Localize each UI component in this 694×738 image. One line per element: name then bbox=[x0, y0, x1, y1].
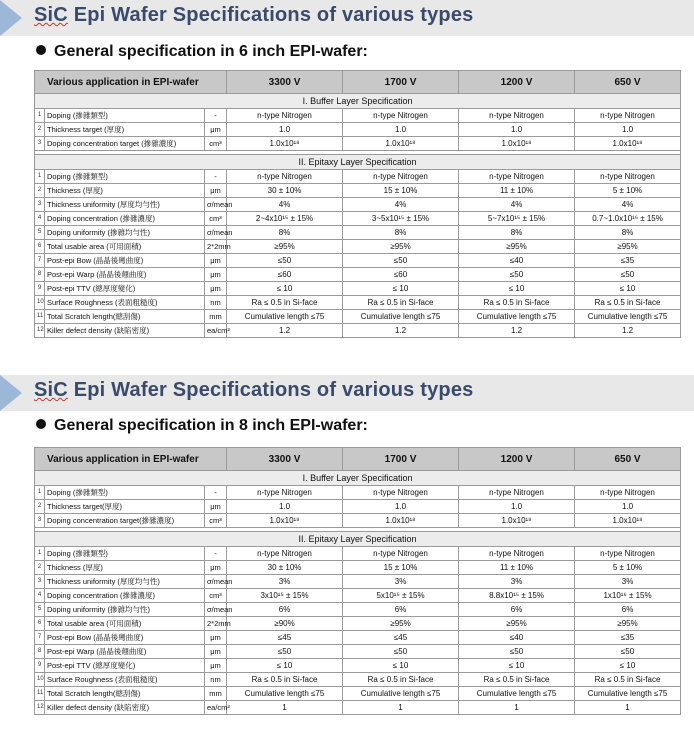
parameter-unit: mm bbox=[205, 310, 227, 324]
spec-value: 1.0x10¹⁸ bbox=[343, 514, 459, 528]
spec-value: Ra ≤ 0.5 in Si-face bbox=[459, 296, 575, 310]
spec-value: Cumulative length ≤75 bbox=[575, 310, 681, 324]
spec-value: 5 ± 10% bbox=[575, 561, 681, 575]
spec-value: ≥95% bbox=[459, 617, 575, 631]
spec-value: n-type Nitrogen bbox=[343, 170, 459, 184]
column-header-voltage: 650 V bbox=[575, 71, 681, 94]
table-row bbox=[35, 673, 681, 687]
table-row bbox=[35, 617, 681, 631]
spec-value: ≤ 10 bbox=[575, 659, 681, 673]
spec-value: ≥95% bbox=[343, 240, 459, 254]
title-sic: SiC bbox=[34, 4, 68, 26]
spec-value: ≤ 10 bbox=[343, 659, 459, 673]
spec-value: Cumulative length ≤75 bbox=[343, 310, 459, 324]
spec-value: Ra ≤ 0.5 in Si-face bbox=[459, 673, 575, 687]
spec-value: n-type Nitrogen bbox=[227, 170, 343, 184]
spec-value: ≥95% bbox=[459, 240, 575, 254]
parameter-name: Post-epi Warp (晶晶後翹曲度) bbox=[45, 645, 205, 659]
spec-value: Ra ≤ 0.5 in Si-face bbox=[575, 296, 681, 310]
table-row bbox=[35, 561, 681, 575]
title-band bbox=[0, 0, 694, 36]
table-row bbox=[35, 687, 681, 701]
spec-value: Cumulative length ≤75 bbox=[343, 687, 459, 701]
spec-value: ≤60 bbox=[343, 268, 459, 282]
table-row bbox=[35, 631, 681, 645]
spec-value: 6% bbox=[575, 603, 681, 617]
table-row bbox=[35, 500, 681, 514]
row-index: 9 bbox=[35, 659, 45, 673]
spec-value: 1.0 bbox=[343, 123, 459, 137]
bullet-icon bbox=[36, 419, 46, 429]
spec-value: 6% bbox=[227, 603, 343, 617]
parameter-name: Thickness uniformity (厚度均勻性) bbox=[45, 575, 205, 589]
spec-value: n-type Nitrogen bbox=[343, 547, 459, 561]
row-index: 12 bbox=[35, 701, 45, 715]
parameter-unit: μm bbox=[205, 268, 227, 282]
parameter-name: Thickness (厚度) bbox=[45, 184, 205, 198]
table-row bbox=[35, 212, 681, 226]
spec-value: Ra ≤ 0.5 in Si-face bbox=[227, 296, 343, 310]
row-index: 1 bbox=[35, 109, 45, 123]
row-index: 3 bbox=[35, 514, 45, 528]
spec-value: ≤50 bbox=[459, 268, 575, 282]
spec-value: 30 ± 10% bbox=[227, 184, 343, 198]
parameter-unit: cm³ bbox=[205, 137, 227, 151]
table-row bbox=[35, 310, 681, 324]
row-index: 1 bbox=[35, 486, 45, 500]
spec-value: 3% bbox=[575, 575, 681, 589]
parameter-unit: μm bbox=[205, 500, 227, 514]
title-rest: Epi Wafer Specifications of various types bbox=[67, 379, 474, 401]
spec-value: 4% bbox=[227, 198, 343, 212]
parameter-unit: μm bbox=[205, 123, 227, 137]
spec-value: Ra ≤ 0.5 in Si-face bbox=[343, 673, 459, 687]
parameter-unit: - bbox=[205, 170, 227, 184]
parameter-unit: - bbox=[205, 486, 227, 500]
spec-value: ≤35 bbox=[575, 254, 681, 268]
spec-value: 15 ± 10% bbox=[343, 561, 459, 575]
column-header-voltage: 1200 V bbox=[459, 71, 575, 94]
spec-value: 1 bbox=[459, 701, 575, 715]
table-row bbox=[35, 659, 681, 673]
parameter-name: Killer defect density (缺陷密度) bbox=[45, 701, 205, 715]
spec-value: 1.0 bbox=[343, 500, 459, 514]
column-header-voltage: 1200 V bbox=[459, 448, 575, 471]
section-title-row bbox=[35, 471, 681, 486]
parameter-name: Post-epi Bow (晶晶後彎曲度) bbox=[45, 254, 205, 268]
parameter-name: Surface Roughness (表面粗糙度) bbox=[45, 296, 205, 310]
spec-value: 1.0x10¹⁸ bbox=[575, 514, 681, 528]
spec-value: n-type Nitrogen bbox=[459, 170, 575, 184]
header-row bbox=[35, 71, 681, 94]
spec-value: 5~7x10¹⁵ ± 15% bbox=[459, 212, 575, 226]
parameter-name: Doping uniformity (摻雜均勻性) bbox=[45, 603, 205, 617]
parameter-name: Total Scratch length(總刮傷) bbox=[45, 310, 205, 324]
section-title-row bbox=[35, 155, 681, 170]
spec-value: Cumulative length ≤75 bbox=[575, 687, 681, 701]
spec-value: 1.2 bbox=[459, 324, 575, 338]
chevron-icon bbox=[0, 375, 22, 411]
parameter-unit: σ/mean bbox=[205, 575, 227, 589]
spec-value: 1.0x10¹⁸ bbox=[459, 514, 575, 528]
parameter-name: Total Scratch length(總刮傷) bbox=[45, 687, 205, 701]
spec-value: Cumulative length ≤75 bbox=[227, 310, 343, 324]
spec-value: n-type Nitrogen bbox=[575, 170, 681, 184]
row-index: 12 bbox=[35, 324, 45, 338]
parameter-unit: - bbox=[205, 109, 227, 123]
parameter-name: Thickness target(厚度) bbox=[45, 500, 205, 514]
spec-value: ≤50 bbox=[343, 254, 459, 268]
row-index: 10 bbox=[35, 673, 45, 687]
row-index: 4 bbox=[35, 589, 45, 603]
row-index: 8 bbox=[35, 645, 45, 659]
bullet-icon bbox=[36, 45, 46, 55]
table-row bbox=[35, 226, 681, 240]
spec-value: 1.0 bbox=[575, 123, 681, 137]
spec-value: 11 ± 10% bbox=[459, 561, 575, 575]
spec-value: 1.0 bbox=[575, 500, 681, 514]
parameter-unit: nm bbox=[205, 296, 227, 310]
spec-value: 4% bbox=[343, 198, 459, 212]
parameter-name: Post-epi Warp (晶晶後翹曲度) bbox=[45, 268, 205, 282]
spec-value: ≤50 bbox=[459, 645, 575, 659]
spec-value: 1.0 bbox=[227, 123, 343, 137]
spec-value: 8% bbox=[459, 226, 575, 240]
parameter-name: Doping (摻雜類型) bbox=[45, 170, 205, 184]
spec-value: 8% bbox=[575, 226, 681, 240]
section-title-row bbox=[35, 94, 681, 109]
parameter-name: Thickness uniformity (厚度均勻性) bbox=[45, 198, 205, 212]
parameter-name: Doping concentration target (摻雜濃度) bbox=[45, 137, 205, 151]
spec-value: Cumulative length ≤75 bbox=[227, 687, 343, 701]
spec-value: 8% bbox=[227, 226, 343, 240]
parameter-unit: cm³ bbox=[205, 514, 227, 528]
column-header-voltage: 1700 V bbox=[343, 448, 459, 471]
table-row bbox=[35, 282, 681, 296]
row-index: 3 bbox=[35, 137, 45, 151]
row-index: 6 bbox=[35, 617, 45, 631]
spec-value: ≥95% bbox=[227, 240, 343, 254]
spec-value: n-type Nitrogen bbox=[227, 109, 343, 123]
table-row bbox=[35, 547, 681, 561]
spec-value: Cumulative length ≤75 bbox=[459, 310, 575, 324]
parameter-name: Thickness (厚度) bbox=[45, 561, 205, 575]
spec-value: ≤50 bbox=[227, 254, 343, 268]
parameter-unit: 2*2mm bbox=[205, 617, 227, 631]
spec-value: 1 bbox=[227, 701, 343, 715]
spec-value: 3x10¹⁵ ± 15% bbox=[227, 589, 343, 603]
spec-value: 5 ± 10% bbox=[575, 184, 681, 198]
spec-value: n-type Nitrogen bbox=[459, 109, 575, 123]
parameter-name: Doping concentration (摻雜濃度) bbox=[45, 589, 205, 603]
spec-value: 1.0x10¹⁸ bbox=[227, 137, 343, 151]
row-index: 2 bbox=[35, 500, 45, 514]
spec-value: 1.2 bbox=[227, 324, 343, 338]
parameter-unit: ea/cm² bbox=[205, 324, 227, 338]
parameter-unit: - bbox=[205, 547, 227, 561]
parameter-unit: μm bbox=[205, 282, 227, 296]
parameter-unit: μm bbox=[205, 659, 227, 673]
spec-value: ≤50 bbox=[343, 645, 459, 659]
page-title bbox=[34, 4, 474, 27]
table-row bbox=[35, 254, 681, 268]
spec-value: ≤ 10 bbox=[459, 659, 575, 673]
row-index: 3 bbox=[35, 198, 45, 212]
row-index: 1 bbox=[35, 547, 45, 561]
title-sic: SiC bbox=[34, 379, 68, 401]
spec-value: n-type Nitrogen bbox=[227, 547, 343, 561]
spec-value: ≥95% bbox=[343, 617, 459, 631]
spec-value: 0.7~1.0x10¹⁶ ± 15% bbox=[575, 212, 681, 226]
spec-value: 4% bbox=[575, 198, 681, 212]
row-index: 2 bbox=[35, 184, 45, 198]
parameter-name: Post-epi TTV (總厚度變化) bbox=[45, 659, 205, 673]
spec-value: 3% bbox=[227, 575, 343, 589]
spec-value: ≥95% bbox=[575, 617, 681, 631]
parameter-unit: μm bbox=[205, 645, 227, 659]
parameter-name: Post-epi Bow (晶晶後彎曲度) bbox=[45, 631, 205, 645]
spec-value: 3% bbox=[343, 575, 459, 589]
parameter-unit: cm³ bbox=[205, 212, 227, 226]
column-header-voltage: 3300 V bbox=[227, 71, 343, 94]
spec-value: 5x10¹⁵ ± 15% bbox=[343, 589, 459, 603]
table-row bbox=[35, 123, 681, 137]
spec-value: 11 ± 10% bbox=[459, 184, 575, 198]
spec-value: n-type Nitrogen bbox=[343, 486, 459, 500]
column-header-voltage: 3300 V bbox=[227, 448, 343, 471]
parameter-name: Post-epi TTV (總厚度變化) bbox=[45, 282, 205, 296]
row-index: 2 bbox=[35, 123, 45, 137]
column-header-application: Various application in EPI-wafer bbox=[35, 448, 227, 471]
section-title: II. Epitaxy Layer Specification bbox=[35, 532, 681, 547]
spec-value: 4% bbox=[459, 198, 575, 212]
row-index: 3 bbox=[35, 575, 45, 589]
row-index: 5 bbox=[35, 226, 45, 240]
subtitle-text: General specification in 6 inch EPI-wafer: bbox=[54, 43, 368, 60]
title-band bbox=[0, 375, 694, 411]
spec-value: ≤50 bbox=[575, 268, 681, 282]
parameter-name: Doping (摻雜類型) bbox=[45, 547, 205, 561]
table-row bbox=[35, 296, 681, 310]
spec-value: n-type Nitrogen bbox=[575, 109, 681, 123]
row-index: 8 bbox=[35, 268, 45, 282]
row-index: 10 bbox=[35, 296, 45, 310]
table-row bbox=[35, 701, 681, 715]
page-title bbox=[34, 379, 474, 402]
table-row bbox=[35, 170, 681, 184]
row-index: 6 bbox=[35, 240, 45, 254]
row-index: 7 bbox=[35, 254, 45, 268]
spec-value: 1.0x10¹⁸ bbox=[459, 137, 575, 151]
spec-value: 3~5x10¹⁵ ± 15% bbox=[343, 212, 459, 226]
section-title: I. Buffer Layer Specification bbox=[35, 471, 681, 486]
spec-value: ≤ 10 bbox=[459, 282, 575, 296]
spec-value: n-type Nitrogen bbox=[575, 547, 681, 561]
spec-value: ≤45 bbox=[343, 631, 459, 645]
parameter-unit: σ/mean bbox=[205, 226, 227, 240]
row-index: 11 bbox=[35, 687, 45, 701]
parameter-name: Doping (摻雜類型) bbox=[45, 109, 205, 123]
table-row bbox=[35, 575, 681, 589]
spec-value: ≤35 bbox=[575, 631, 681, 645]
spec-value: ≤40 bbox=[459, 631, 575, 645]
spec-value: 1.0 bbox=[459, 123, 575, 137]
table-row bbox=[35, 514, 681, 528]
spec-value: n-type Nitrogen bbox=[343, 109, 459, 123]
row-index: 7 bbox=[35, 631, 45, 645]
parameter-unit: cm³ bbox=[205, 589, 227, 603]
chevron-icon bbox=[0, 0, 22, 36]
column-header-voltage: 650 V bbox=[575, 448, 681, 471]
spec-value: n-type Nitrogen bbox=[575, 486, 681, 500]
spec-value: ≤ 10 bbox=[343, 282, 459, 296]
spec-value: ≤50 bbox=[575, 645, 681, 659]
spec-value: 1x10¹⁶ ± 15% bbox=[575, 589, 681, 603]
parameter-name: Thickness target (厚度) bbox=[45, 123, 205, 137]
parameter-unit: nm bbox=[205, 673, 227, 687]
row-index: 9 bbox=[35, 282, 45, 296]
spec-value: 1.0 bbox=[459, 500, 575, 514]
title-rest: Epi Wafer Specifications of various types bbox=[67, 4, 474, 26]
parameter-name: Doping concentration target(摻雜濃度) bbox=[45, 514, 205, 528]
table-row bbox=[35, 240, 681, 254]
parameter-name: Killer defect density (缺陷密度) bbox=[45, 324, 205, 338]
row-index: 11 bbox=[35, 310, 45, 324]
spec-value: ≤ 10 bbox=[227, 282, 343, 296]
spec-value: Ra ≤ 0.5 in Si-face bbox=[343, 296, 459, 310]
row-index: 4 bbox=[35, 212, 45, 226]
table-row bbox=[35, 486, 681, 500]
spec-value: 6% bbox=[343, 603, 459, 617]
header-row bbox=[35, 448, 681, 471]
parameter-unit: mm bbox=[205, 687, 227, 701]
table-row bbox=[35, 603, 681, 617]
spec-value: 1 bbox=[343, 701, 459, 715]
spec-value: 1.2 bbox=[575, 324, 681, 338]
spec-table bbox=[34, 447, 681, 715]
spec-value: ≥90% bbox=[227, 617, 343, 631]
section-subtitle bbox=[36, 417, 368, 435]
spec-value: 8.8x10¹⁵ ± 15% bbox=[459, 589, 575, 603]
spec-value: Ra ≤ 0.5 in Si-face bbox=[227, 673, 343, 687]
table-row bbox=[35, 324, 681, 338]
table-row bbox=[35, 589, 681, 603]
parameter-unit: ea/cm² bbox=[205, 701, 227, 715]
parameter-unit: 2*2mm bbox=[205, 240, 227, 254]
parameter-unit: μm bbox=[205, 254, 227, 268]
spec-value: ≤60 bbox=[227, 268, 343, 282]
parameter-name: Doping (摻雜類型) bbox=[45, 486, 205, 500]
column-header-voltage: 1700 V bbox=[343, 71, 459, 94]
spec-value: ≤40 bbox=[459, 254, 575, 268]
table-row bbox=[35, 645, 681, 659]
spec-value: n-type Nitrogen bbox=[459, 486, 575, 500]
table-row bbox=[35, 184, 681, 198]
table-row bbox=[35, 198, 681, 212]
spec-value: Cumulative length ≤75 bbox=[459, 687, 575, 701]
row-index: 2 bbox=[35, 561, 45, 575]
spec-value: 1.0x10¹⁸ bbox=[227, 514, 343, 528]
spec-value: 1.2 bbox=[343, 324, 459, 338]
spec-value: 1.0x10¹⁸ bbox=[343, 137, 459, 151]
subtitle-text: General specification in 8 inch EPI-wafer: bbox=[54, 417, 368, 434]
spec-value: ≤ 10 bbox=[227, 659, 343, 673]
column-header-application: Various application in EPI-wafer bbox=[35, 71, 227, 94]
spec-value: 1.0 bbox=[227, 500, 343, 514]
spec-value: 3% bbox=[459, 575, 575, 589]
section-title: I. Buffer Layer Specification bbox=[35, 94, 681, 109]
parameter-unit: μm bbox=[205, 561, 227, 575]
section-subtitle bbox=[36, 43, 368, 61]
spec-value: 8% bbox=[343, 226, 459, 240]
spec-value: ≤ 10 bbox=[575, 282, 681, 296]
section-title: II. Epitaxy Layer Specification bbox=[35, 155, 681, 170]
parameter-unit: σ/mean bbox=[205, 198, 227, 212]
row-index: 1 bbox=[35, 170, 45, 184]
parameter-name: Total usable area (可用面積) bbox=[45, 240, 205, 254]
parameter-unit: σ/mean bbox=[205, 603, 227, 617]
spec-value: n-type Nitrogen bbox=[459, 547, 575, 561]
table-row bbox=[35, 268, 681, 282]
spec-value: 2~4x10¹⁵ ± 15% bbox=[227, 212, 343, 226]
table-row bbox=[35, 137, 681, 151]
spec-value: ≤50 bbox=[227, 645, 343, 659]
table-row bbox=[35, 109, 681, 123]
spec-value: ≥95% bbox=[575, 240, 681, 254]
spec-value: 1 bbox=[575, 701, 681, 715]
parameter-name: Surface Roughness (表面粗糙度) bbox=[45, 673, 205, 687]
spec-value: n-type Nitrogen bbox=[227, 486, 343, 500]
spec-value: Ra ≤ 0.5 in Si-face bbox=[575, 673, 681, 687]
row-index: 5 bbox=[35, 603, 45, 617]
spec-value: 6% bbox=[459, 603, 575, 617]
parameter-unit: μm bbox=[205, 184, 227, 198]
spec-value: 1.0x10¹⁸ bbox=[575, 137, 681, 151]
spec-value: 15 ± 10% bbox=[343, 184, 459, 198]
section-title-row bbox=[35, 532, 681, 547]
parameter-name: Doping concentration (摻雜濃度) bbox=[45, 212, 205, 226]
spec-table bbox=[34, 70, 681, 338]
spec-value: ≤45 bbox=[227, 631, 343, 645]
parameter-name: Total usable area (可用面積) bbox=[45, 617, 205, 631]
spec-value: 30 ± 10% bbox=[227, 561, 343, 575]
parameter-name: Doping uniformity (摻雜均勻性) bbox=[45, 226, 205, 240]
parameter-unit: μm bbox=[205, 631, 227, 645]
